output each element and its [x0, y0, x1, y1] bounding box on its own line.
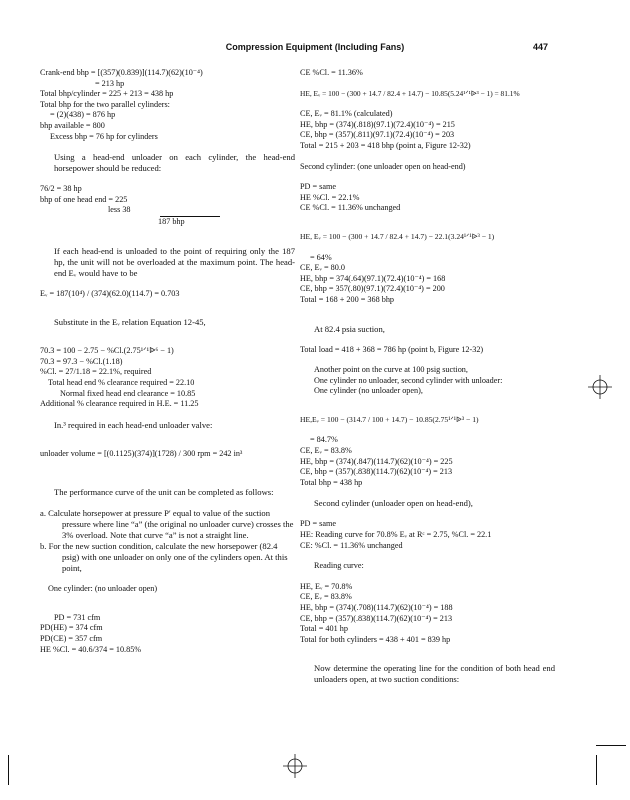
text-line: PD = same	[300, 182, 337, 192]
text-line: less 38	[108, 205, 131, 215]
list-item: b. For the new suction condition, calculate the new horsepower (82.4 psig) with one unloader on only one of the cylinders open. At this point,	[40, 541, 288, 574]
text-line: CE: %Cl. = 11.36% unchanged	[300, 540, 403, 550]
page-header	[0, 42, 630, 56]
text-line: CE, bhp = (357)(.811)(97.1)(72.4)(10⁻⁴) = 203	[300, 130, 455, 140]
paragraph: Using a head-end unloader on each cylinder, the head-end horsepower should be reduced:	[54, 152, 295, 174]
ev-formula: Eᵥ = 187(10⁴) / (374)(62.0)(114.7) = 0.703	[40, 288, 180, 298]
text-line: CE, bhp = (357)(.838)(114.7)(62)(10⁻⁴) = 213	[300, 467, 453, 477]
text-line: CE, bhp = (357)(.838)(114.7)(62)(10⁻⁴) = 213	[300, 613, 453, 623]
text-line: Crank-end bhp = [(357)(0.839)](114.7)(62)(10⁻⁴)	[40, 68, 203, 77]
text-line: Total bhp for the two parallel cylinders:	[40, 99, 170, 109]
text-line: HE, bhp = (374)(.708)(114.7)(62)(10⁻⁴) = 188	[300, 603, 453, 612]
text-line: = (2)(438) = 876 hp	[50, 110, 116, 120]
text-line: Additional % clearance required in H.E. = 11.25	[40, 399, 199, 409]
text-line: Another point on the curve at 100 psig suction,	[314, 365, 468, 375]
text-line: Total bhp = 438 hp	[300, 477, 363, 487]
text-line: HE, Eᵥ = 70.8%	[300, 581, 353, 591]
text-line: Normal fixed head end clearance = 10.85	[60, 388, 196, 398]
text-line: One cylinder no unloader, second cylinder with unloader:	[314, 375, 503, 385]
text-line: CE, Eᵥ = 80.0	[300, 263, 346, 273]
list-item: a. Calculate horsepower at pressure P′ equal to value of the suction pressure where line “a” (the original no unloader curve) crosses the 3% overload. Note that curve “a” is not a straight line.	[40, 508, 294, 541]
unloader-formula: unloader volume = [(0.1125)(374)](1728) / 300 rpm = 242 in³	[40, 448, 243, 458]
text-line: 70.3 = 97.3 − %Cl.(1.18)	[40, 356, 123, 366]
text-line: Total bhp/cylinder = 225 + 213 = 438 hp	[40, 89, 174, 99]
text-line: PD = 731 cfm	[54, 612, 101, 622]
he-ev-formula: HE, Eᵥ = 100 − (300 + 14.7 / 82.4 + 14.7) − 10.85(5.24¹ᐟ¹ᐉ³ − 1) = 81.1%	[300, 88, 520, 98]
text-line: %Cl. = 27/1.18 = 22.1%, required	[40, 367, 152, 377]
paragraph: Second cylinder (unloader open on head-end),	[314, 498, 473, 509]
text-line: CE, bhp = 357(.80)(97.1)(72.4)(10⁻⁴) = 200	[300, 284, 445, 294]
text-line: Total = 215 + 203 = 418 bhp (point a, Figure 12-32)	[300, 140, 471, 150]
text-line: 76/2 = 38 hp	[40, 184, 82, 194]
text-line: Total load = 418 + 368 = 786 hp (point b, Figure 12-32)	[300, 344, 484, 354]
text-line: Excess bhp = 76 hp for cylinders	[50, 131, 158, 141]
text-line: 187 bhp	[158, 216, 185, 226]
text-line: CE, Eᵥ = 81.1% (calculated)	[300, 109, 393, 119]
text-line: HE, bhp = (374)(.818)(97.1)(72.4)(10⁻⁴) = 215	[300, 119, 455, 129]
text-line: HE: Reading curve for 70.8% Eᵥ at Rᶜ = 2.75, %Cl. = 22.1	[300, 530, 492, 540]
text-line: CE %Cl. = 11.36% unchanged	[300, 203, 401, 213]
text-line: PD = same	[300, 519, 337, 529]
he-ev-formula: HE,Eᵥ = 100 − (314.7 / 100 + 14.7) − 10.85(2.75¹ᐟ¹ᐉ³ − 1)	[300, 414, 479, 424]
text-line: PD(HE) = 374 cfm	[40, 623, 103, 633]
step-list	[40, 508, 295, 574]
paragraph: Now determine the operating line for the condition of both head end unloaders open, at two suction conditions:	[314, 663, 555, 685]
paragraph: Substitute in the Eᵥ relation Equation 12-45,	[54, 317, 206, 328]
text-line: bhp available = 800	[40, 120, 105, 130]
paragraph: The performance curve of the unit can be completed as follows:	[54, 487, 274, 498]
text-line: HE %Cl. = 40.6/374 = 10.85%	[40, 644, 142, 654]
text-line: bhp of one head end = 225	[40, 194, 128, 204]
running-title: Compression Equipment (Including Fans)	[225, 42, 405, 52]
text-line: HE, bhp = (374)(.847)(114.7)(62)(10⁻⁴) = 225	[300, 456, 453, 466]
page-number: 447	[532, 42, 548, 52]
text-line: HE %Cl. = 22.1%	[300, 192, 360, 202]
text-line: Total = 168 + 200 = 368 bhp	[300, 294, 395, 304]
crop-mark	[8, 755, 9, 785]
text-line: PD(CE) = 357 cfm	[40, 634, 103, 644]
text-line: One cylinder (no unloader open),	[314, 386, 423, 396]
text-line: = 84.7%	[310, 435, 338, 445]
text-line: CE, Eᵥ = 83.8%	[300, 446, 352, 456]
right-column	[300, 68, 555, 685]
text-line: Reading curve:	[314, 561, 364, 571]
paragraph: In.³ required in each head-end unloader valve:	[54, 419, 213, 430]
crop-mark	[596, 745, 626, 746]
crop-mark	[596, 755, 597, 785]
text-line: CE, Eᵥ = 83.8%	[300, 592, 352, 602]
text-line: Total head end % clearance required = 22.10	[48, 377, 195, 387]
paragraph: If each head-end is unloaded to the point of requiring only the 187 hp, the unit will not be overloaded at the maximum point. The head-end Eᵥ would have to be	[54, 245, 295, 278]
text-line: = 213 hp	[95, 78, 125, 88]
left-column	[40, 68, 295, 655]
text-line: CE %Cl. = 11.36%	[300, 68, 363, 77]
registration-mark-icon	[283, 754, 307, 778]
text-line: 70.3 = 100 − 2.75 − %Cl.(2.75¹ᐟ¹ᐉ⁶ − 1)	[40, 346, 174, 356]
text-line: HE, bhp = 374(.64)(97.1)(72.4)(10⁻⁴) = 168	[300, 273, 446, 283]
text-line: = 64%	[310, 252, 332, 262]
he-ev-formula: HE, Eᵥ = 100 − (300 + 14.7 / 82.4 + 14.7) − 22.1(3.24¹ᐟ¹ᐉ³ − 1)	[300, 231, 495, 241]
text-line: Total = 401 hp	[300, 624, 348, 634]
text-line: Total for both cylinders = 438 + 401 = 839 hp	[300, 634, 451, 644]
text-line: Second cylinder: (one unloader open on head-end)	[300, 161, 466, 171]
paragraph: At 82.4 psia suction,	[314, 323, 385, 334]
text-line: One cylinder: (no unloader open)	[48, 584, 158, 594]
registration-mark-icon	[588, 375, 612, 399]
